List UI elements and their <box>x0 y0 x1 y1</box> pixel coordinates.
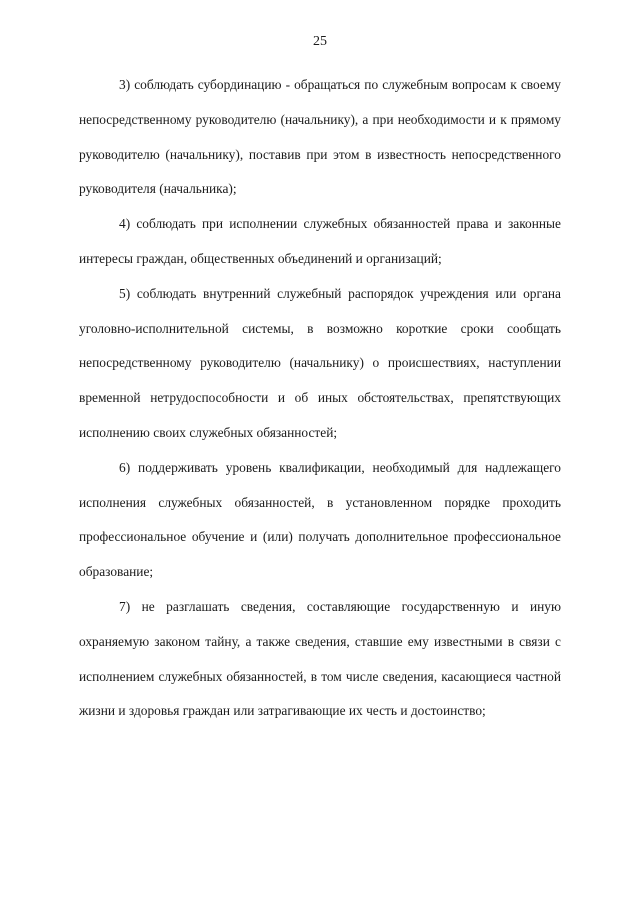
paragraph-item-3: 3) соблюдать субординацию - обращаться по служебным вопросам к своему непосредственному руководителю (начальнику), а при необходимости и к прямому руководителю (начальнику), поставив при этом в известность непосредственного руководителя (начальника); <box>79 77 561 197</box>
paragraph-item-5: 5) соблюдать внутренний служебный распорядок учреждения или органа уголовно-исполнительной системы, в возможно короткие сроки сообщать непосредственному руководителю (начальнику) о происшествиях, наступлении временной нетрудоспособности и об иных обстоятельствах, препятствующих исполнению своих служебных обязанностей; <box>79 285 561 440</box>
document-body <box>79 68 561 729</box>
paragraph-item-6: 6) поддерживать уровень квалификации, необходимый для надлежащего исполнения служебных обязанностей, в установленном порядке проходить профессиональное обучение и (или) получать дополнительное профессиональное образование; <box>79 459 561 580</box>
paragraph-item-4: 4) соблюдать при исполнении служебных обязанностей права и законные интересы граждан, общественных объединений и организаций; <box>79 216 561 266</box>
page-number: 25 <box>313 34 327 49</box>
paragraph-item-7: 7) не разглашать сведения, составляющие государственную и иную охраняемую законом тайну, а также сведения, ставшие ему известными в связи с исполнением служебных обязанностей, в том числе сведения, касающиеся частной жизни и здоровья граждан или затрагивающие их честь и достоинство; <box>79 598 561 719</box>
